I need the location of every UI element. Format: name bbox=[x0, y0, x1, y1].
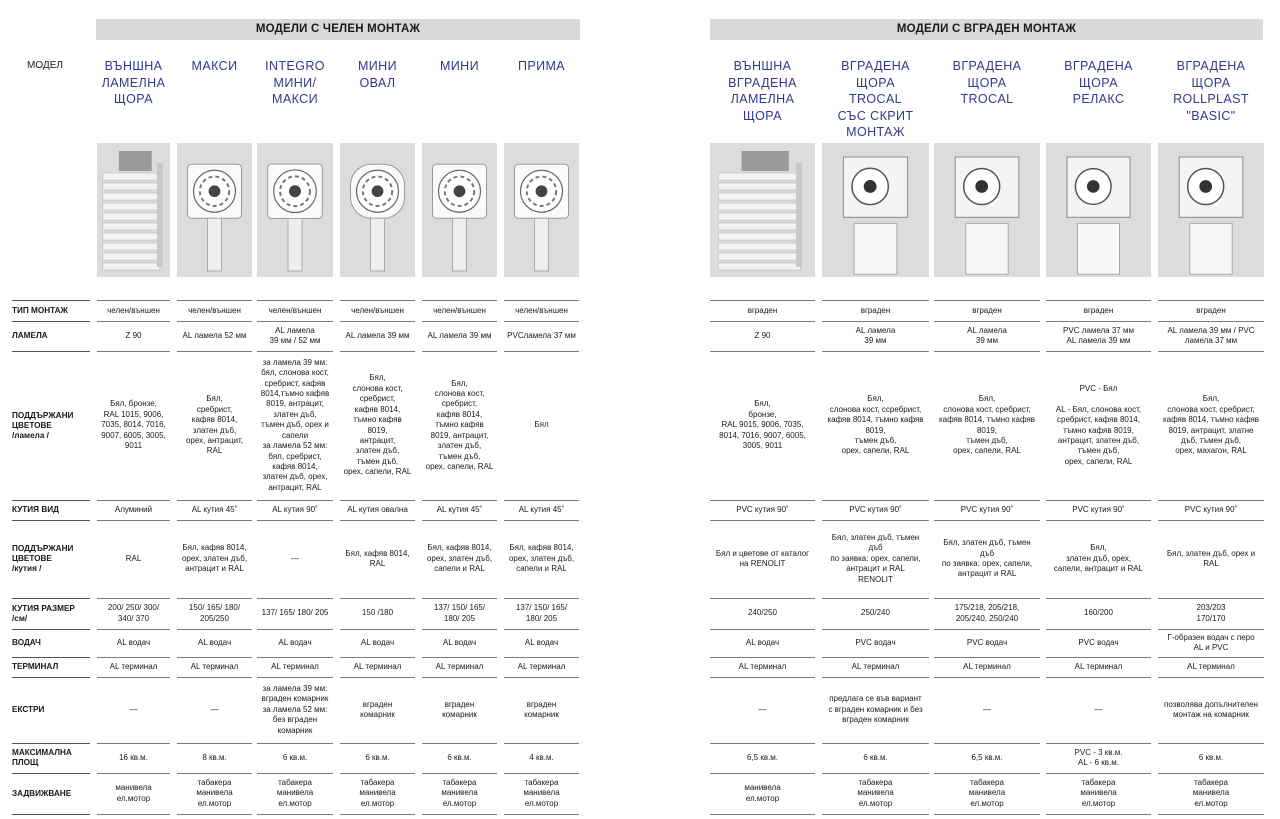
table-cell: AL терминал bbox=[109, 661, 158, 671]
table-cell: — bbox=[291, 553, 299, 563]
row-divider bbox=[257, 814, 333, 815]
table-cell: челен/външен bbox=[515, 305, 568, 315]
row-label: ЕКСТРИ bbox=[12, 705, 45, 714]
table-cell: предлага се във вариант с вграден комарник и без вграден комарник bbox=[828, 694, 923, 725]
table-cell: AL водач bbox=[360, 637, 395, 647]
table-cell: Бял, златен дъб, тъмен дъб по заявка: орех, сапели, антрацит и RAL RENOLIT bbox=[830, 532, 921, 584]
table-cell: Бял, златен дъб, орех, сапели, антрацит и RAL bbox=[1053, 543, 1144, 574]
row-divider bbox=[422, 814, 497, 815]
table-cell: Бял, кафяв 8014, RAL bbox=[345, 548, 410, 568]
table-cell: табакера манивела ел.мотор bbox=[196, 777, 233, 808]
table-cell: AL ламела 52 мм bbox=[182, 330, 247, 340]
row-divider bbox=[822, 814, 929, 815]
model-name: INTEGRO МИНИ/ МАКСИ bbox=[265, 59, 325, 106]
row-label: КУТИЯ ВИД bbox=[12, 505, 59, 514]
table-cell: AL водач bbox=[278, 637, 312, 647]
table-cell: AL кутия 45˚ bbox=[518, 504, 565, 514]
row-divider bbox=[340, 814, 415, 815]
table-cell: манивела ел.мотор bbox=[744, 783, 781, 803]
table-cell: Бял, слонова кост, сребрист, кафяв 8014, тъмно кафяв 8019, тъмен дъб, орех, сапели, RAL bbox=[938, 394, 1036, 456]
table-cell: — bbox=[758, 704, 767, 714]
row-label: ПОДДЪРЖАНИ ЦВЕТОВЕ /кутия / bbox=[12, 544, 74, 573]
roller-shutter-box-photo bbox=[177, 143, 252, 277]
table-cell: AL кутия овална bbox=[347, 504, 408, 514]
table-cell: 250/240 bbox=[861, 608, 890, 618]
table-cell: 6,5 кв.м. bbox=[746, 752, 779, 762]
table-cell: Z 90 bbox=[754, 330, 771, 340]
table-cell: AL ламела 39 мм bbox=[427, 330, 492, 340]
table-cell: вграден bbox=[860, 305, 891, 315]
row-divider bbox=[934, 300, 1040, 301]
row-label: ЛАМЕЛА bbox=[12, 331, 48, 340]
oval-shutter-box-photo bbox=[340, 143, 415, 277]
built-in-shutter-photo bbox=[1158, 143, 1264, 277]
table-cell: Бял bbox=[534, 420, 549, 430]
model-name: МАКСИ bbox=[191, 59, 238, 73]
table-cell: челен/външен bbox=[433, 305, 486, 315]
row-divider bbox=[97, 814, 170, 815]
table-cell: 150 /180 bbox=[361, 608, 394, 618]
model-name: ВГРАДЕНА ЩОРА TROCAL bbox=[952, 59, 1022, 106]
row-divider bbox=[177, 300, 252, 301]
row-divider bbox=[257, 300, 333, 301]
model-name: ПРИМА bbox=[517, 59, 566, 73]
table-cell: челен/външен bbox=[188, 305, 241, 315]
table-cell: PVC - Бял AL - Бял, слонова кост, сребрист, кафяв 8014, тъмно кафяв 8019, антрацит, златен дъб, тъмен дъб, орех, сапели, RAL bbox=[1055, 383, 1142, 466]
row-label: ТЕРМИНАЛ bbox=[12, 662, 59, 671]
table-cell: AL терминал bbox=[738, 661, 787, 671]
table-cell: AL терминал bbox=[271, 661, 319, 671]
table-cell: AL ламела 39 мм / 52 мм bbox=[269, 325, 321, 345]
table-cell: AL ламела 39 мм / PVC ламела 37 мм bbox=[1167, 325, 1255, 345]
table-cell: PVC кутия 90˚ bbox=[849, 504, 902, 514]
table-cell: 240/250 bbox=[748, 608, 777, 618]
table-cell: AL ламела 39 мм bbox=[967, 325, 1007, 345]
table-cell: RAL bbox=[125, 553, 142, 563]
table-cell: 200/ 250/ 300/ 340/ 370 bbox=[107, 603, 160, 623]
table-cell: 203/203 170/170 bbox=[1196, 603, 1226, 623]
table-cell: Бял, бронзе, RAL 9015, 9006, 7035, 8014, 7016, 9007, 6005, 3005, 9011 bbox=[719, 399, 806, 451]
table-cell: Бял, златен дъб, орех и RAL bbox=[1166, 548, 1256, 568]
model-name: ВГРАДЕНА ЩОРА TROCAL СЪС СКРИТ МОНТАЖ bbox=[837, 59, 914, 139]
table-cell: Бял, кафяв 8014, орех, златен дъб, сапели и RAL bbox=[508, 543, 575, 574]
table-cell: Бял, слонова кост, сребрист, кафяв 8014, тъмно кафяв 8019, антрацит, златне дъб, тъмен дъб, орех, махагон, RAL bbox=[1162, 394, 1260, 456]
table-cell: 6 кв.м. bbox=[863, 752, 888, 762]
table-cell: табакера манивела ел.мотор bbox=[359, 777, 396, 808]
model-name: МИНИ bbox=[439, 59, 479, 73]
table-cell: AL терминал bbox=[353, 661, 402, 671]
table-cell: табакера манивела ел.мотор bbox=[276, 777, 314, 808]
table-cell: AL ламела 39 мм bbox=[345, 330, 410, 340]
table-cell: Бял, златен дъб, тъмен дъб по заявка: орех, сапели, антрацит и RAL bbox=[941, 538, 1033, 579]
table-cell: вграден комарник bbox=[524, 699, 559, 719]
model-name: ВЪНШНА ВГРАДЕНА ЛАМЕЛНА ЩОРА bbox=[728, 59, 797, 123]
row-divider bbox=[710, 814, 815, 815]
table-cell: AL водач bbox=[442, 637, 477, 647]
table-cell: 137/ 165/ 180/ 205 bbox=[261, 608, 329, 618]
model-name: ВГРАДЕНА ЩОРА ROLLPLAST "BASIC" bbox=[1173, 59, 1249, 123]
table-cell: Бял, сребрист, кафяв 8014, златен дъб, орех, антрацит, RAL bbox=[185, 394, 244, 456]
table-cell: AL терминал bbox=[1187, 661, 1235, 671]
table-cell: AL терминал bbox=[517, 661, 566, 671]
table-cell: AL терминал bbox=[963, 661, 1011, 671]
row-divider bbox=[1046, 814, 1151, 815]
table-cell: AL терминал bbox=[851, 661, 900, 671]
table-cell: табакера манивела ел.мотор bbox=[857, 777, 894, 808]
table-cell: AL водач bbox=[745, 637, 780, 647]
table-cell: PVC водач bbox=[966, 637, 1008, 647]
table-cell: PVCламела 37 мм bbox=[507, 330, 576, 340]
row-divider bbox=[504, 300, 579, 301]
row-divider bbox=[340, 300, 415, 301]
table-cell: — bbox=[210, 704, 219, 714]
table-cell: Бял, слонова кост, сребрист, кафяв 8014, тъмно кафяв 8019, антрацит, златен дъб, тъмен дъб, орех, сапели, RAL bbox=[425, 378, 494, 471]
table-cell: челен/външен bbox=[268, 305, 322, 315]
table-cell: — bbox=[129, 704, 138, 714]
built-in-shutter-photo bbox=[934, 143, 1040, 277]
table-cell: табакера манивела ел.мотор bbox=[968, 777, 1006, 808]
table-cell: AL терминал bbox=[190, 661, 239, 671]
row-divider bbox=[12, 814, 90, 815]
table-cell: вграден bbox=[1083, 305, 1114, 315]
table-cell: манивела ел.мотор bbox=[115, 783, 152, 803]
table-cell: табакера манивела ел.мотор bbox=[441, 777, 478, 808]
roller-shutter-box-photo bbox=[422, 143, 497, 277]
roller-shutter-box-photo bbox=[504, 143, 579, 277]
table-cell: PVC водач bbox=[855, 637, 896, 647]
table-cell: Бял, кафяв 8014, орех, златен дъб, антрацит и RAL bbox=[181, 543, 248, 574]
built-in-shutter-photo bbox=[822, 143, 929, 277]
table-cell: AL терминал bbox=[1074, 661, 1123, 671]
row-divider bbox=[12, 300, 90, 301]
table-cell: Z 90 bbox=[125, 330, 142, 340]
table-cell: Бял, кафяв 8014, орех, златен дъб, сапели и RAL bbox=[426, 543, 493, 574]
row-label: ВОДАЧ bbox=[12, 638, 41, 647]
row-divider bbox=[934, 814, 1040, 815]
table-cell: AL ламела 39 мм bbox=[855, 325, 896, 345]
table-cell: — bbox=[983, 704, 991, 714]
table-cell: PVC - 3 кв.м. AL - 6 кв.м. bbox=[1074, 747, 1123, 767]
table-cell: позволява допълнителен монтаж на комарник bbox=[1164, 699, 1258, 719]
table-cell: за ламела 39 мм: бял, слонова кост, сребрист, кафяв 8014,тъмно кафяв 8019, антрацит, златен дъб, тъмен дъб, орех и сапели за ламела 52 мм: бял, сребрист, кафяв 8014, златен дъб, орех, антрацит, RAL bbox=[260, 357, 330, 492]
table-cell: 6 кв.м. bbox=[365, 752, 390, 762]
table-cell: вграден bbox=[972, 305, 1002, 315]
table-cell: челен/външен bbox=[107, 305, 160, 315]
model-name: МИНИ ОВАЛ bbox=[357, 59, 397, 90]
table-cell: 150/ 165/ 180/ 205/250 bbox=[188, 603, 241, 623]
table-cell: 175/218, 205/218, 205/240, 250/240 bbox=[954, 603, 1020, 623]
row-divider bbox=[97, 300, 170, 301]
table-cell: AL водач bbox=[116, 637, 151, 647]
right-section-title: МОДЕЛИ С ВГРАДЕН МОНТАЖ bbox=[710, 19, 1263, 40]
table-cell: 16 кв.м. bbox=[119, 752, 148, 762]
table-cell: AL терминал bbox=[435, 661, 484, 671]
table-cell: 137/ 150/ 165/ 180/ 205 bbox=[515, 603, 568, 623]
table-cell: вграден комарник bbox=[442, 699, 477, 719]
table-cell: вграден комарник bbox=[360, 699, 395, 719]
table-cell: AL кутия 45˚ bbox=[436, 504, 483, 514]
table-cell: 6,5 кв.м. bbox=[971, 752, 1003, 762]
table-cell: AL водач bbox=[197, 637, 232, 647]
model-name: ВГРАДЕНА ЩОРА РЕЛАКС bbox=[1064, 59, 1133, 106]
row-divider bbox=[710, 300, 815, 301]
row-divider bbox=[422, 300, 497, 301]
built-in-shutter-photo bbox=[1046, 143, 1151, 277]
model-name: ВЪНШНА ЛАМЕЛНА ЩОРА bbox=[101, 59, 166, 106]
row-label: МАКСИМАЛНА ПЛОЩ bbox=[12, 748, 72, 767]
table-cell: табакера манивела ел.мотор bbox=[523, 777, 560, 808]
table-cell: AL кутия 45˚ bbox=[191, 504, 238, 514]
built-in-lamella-blind-photo bbox=[710, 143, 815, 277]
row-divider bbox=[822, 300, 929, 301]
table-cell: — bbox=[1094, 704, 1103, 714]
table-cell: 8 кв.м. bbox=[202, 752, 227, 762]
row-label: ЗАДВИЖВАНЕ bbox=[12, 788, 72, 798]
table-cell: PVC кутия 90˚ bbox=[1184, 504, 1238, 514]
table-cell: 137/ 150/ 165/ 180/ 205 bbox=[433, 603, 486, 623]
table-cell: PVC кутия 90˚ bbox=[736, 504, 789, 514]
table-cell: PVC кутия 90˚ bbox=[960, 504, 1014, 514]
row-divider bbox=[1158, 300, 1264, 301]
table-cell: челен/външен bbox=[351, 305, 404, 315]
table-cell: 6 кв.м. bbox=[282, 752, 308, 762]
table-cell: AL кутия 90˚ bbox=[272, 504, 318, 514]
row-divider bbox=[177, 814, 252, 815]
roller-shutter-box-photo bbox=[257, 143, 333, 277]
table-cell: 6 кв.м. bbox=[1198, 752, 1224, 762]
external-lamella-blind-photo bbox=[97, 143, 170, 277]
table-cell: табакера манивела ел.мотор bbox=[1080, 777, 1117, 808]
row-divider bbox=[1046, 300, 1151, 301]
row-divider bbox=[1158, 814, 1264, 815]
left-section-title: МОДЕЛИ С ЧЕЛЕН МОНТАЖ bbox=[96, 19, 580, 40]
row-divider bbox=[504, 814, 579, 815]
table-cell: табакера манивела ел.мотор bbox=[1192, 777, 1230, 808]
table-cell: PVC кутия 90˚ bbox=[1072, 504, 1125, 514]
table-cell: 4 кв.м. bbox=[529, 752, 554, 762]
table-cell: AL водач bbox=[524, 637, 559, 647]
table-cell: Бял, бронзе, RAL 1015, 9006, 7035, 8014, 7016, 9007, 6005, 3005, 9011 bbox=[101, 399, 166, 451]
row-label: ТИП МОНТАЖ bbox=[12, 306, 68, 315]
table-cell: вграден bbox=[1196, 305, 1226, 315]
row-label: ПОДДЪРЖАНИ ЦВЕТОВЕ /ламела / bbox=[12, 410, 74, 440]
table-cell: Бял, слонова кост, сребрист, кафяв 8014, тъмно кафяв 8019, антрацит, златен дъб, тъмен дъб, орех, сапели, RAL bbox=[343, 373, 412, 477]
table-cell: PVC водач bbox=[1078, 637, 1119, 647]
table-cell: 160/200 bbox=[1084, 608, 1113, 618]
table-cell: 6 кв.м. bbox=[447, 752, 472, 762]
row-label: КУТИЯ РАЗМЕР /см/ bbox=[12, 603, 75, 623]
table-cell: Бял и цветове от каталог на RENOLIT bbox=[715, 548, 810, 568]
table-cell: Алуминий bbox=[114, 504, 153, 514]
model-header-label: МОДЕЛ bbox=[27, 60, 63, 71]
table-cell: за ламела 39 мм: вграден комарник за ламела 52 мм: без вграден комарник bbox=[261, 683, 329, 735]
table-cell: PVC ламела 37 мм AL ламела 39 мм bbox=[1063, 325, 1134, 345]
table-cell: Г-образен водач с перо AL и PVC bbox=[1167, 632, 1255, 652]
table-cell: Бял, слонова кост, ссребрист, кафяв 8014, тъмно кафяв 8019, тъмен дъб, орех, сапели, RAL bbox=[827, 394, 924, 456]
table-cell: вграден bbox=[747, 305, 778, 315]
